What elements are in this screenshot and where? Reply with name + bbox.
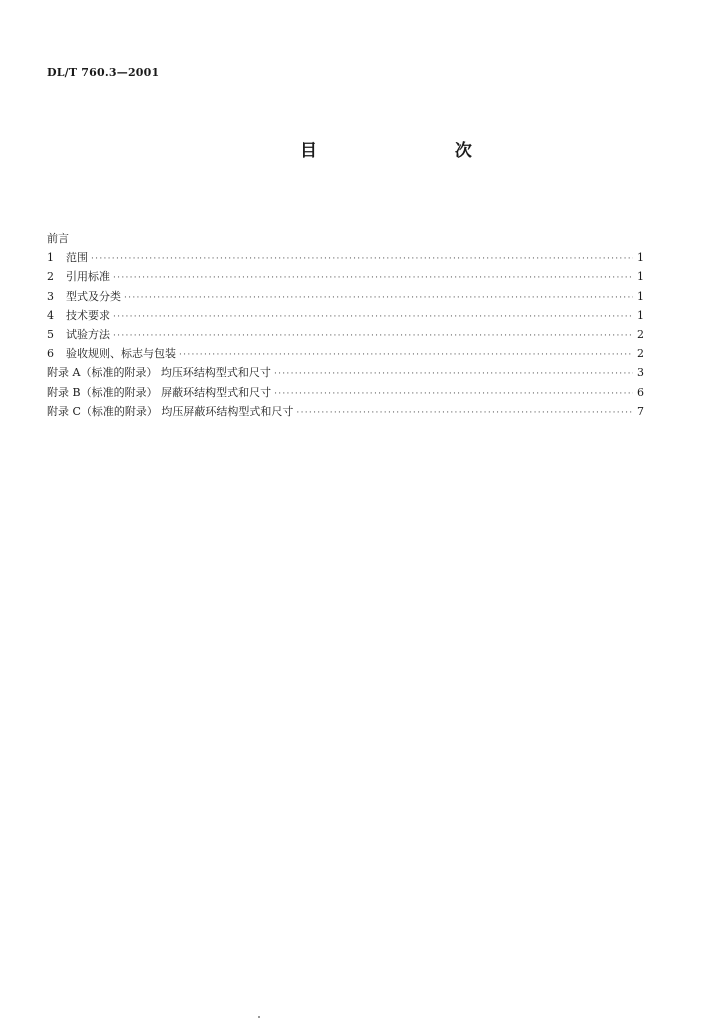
document-code: DL/T 760.3—2001 bbox=[47, 66, 160, 79]
toc-entry-page: 2 bbox=[637, 327, 644, 341]
toc-entry-text: 验收规则、标志与包装 bbox=[66, 347, 176, 361]
toc-entry-number: 6 bbox=[47, 347, 54, 361]
toc-leader-dots bbox=[296, 404, 633, 423]
toc-entry-page: 6 bbox=[637, 385, 644, 399]
toc-entry-types-classification[interactable] bbox=[47, 287, 644, 306]
toc-leader-dots bbox=[124, 289, 633, 308]
table-of-contents bbox=[47, 229, 644, 421]
toc-entry-page: 2 bbox=[637, 347, 644, 361]
scan-speck bbox=[258, 1016, 260, 1018]
toc-title: 目 次 bbox=[300, 141, 538, 161]
toc-entry-page: 1 bbox=[637, 270, 644, 284]
toc-entry-number: 3 bbox=[47, 289, 54, 303]
toc-entry-number: 1 bbox=[47, 251, 54, 265]
toc-entry-page: 1 bbox=[637, 289, 644, 303]
toc-entry-page: 1 bbox=[637, 308, 644, 322]
toc-leader-dots bbox=[274, 385, 633, 404]
toc-entry-appendix-b[interactable] bbox=[47, 383, 644, 402]
toc-leader-dots bbox=[274, 365, 633, 384]
toc-entry-appendix-a[interactable] bbox=[47, 363, 644, 382]
toc-entry-number: 2 bbox=[47, 270, 54, 284]
toc-entry-text: 附录 A（标准的附录） 均压环结构型式和尺寸 bbox=[47, 366, 271, 380]
toc-entry-text: 附录 B（标准的附录） 屏蔽环结构型式和尺寸 bbox=[47, 385, 272, 399]
toc-leader-dots bbox=[113, 327, 633, 346]
toc-entry-appendix-c[interactable] bbox=[47, 402, 644, 421]
toc-entry-number: 5 bbox=[47, 327, 54, 341]
toc-leader-dots bbox=[91, 250, 633, 269]
toc-entry-text: 引用标准 bbox=[66, 270, 110, 284]
toc-entry-test-methods[interactable] bbox=[47, 325, 644, 344]
toc-entry-text: 型式及分类 bbox=[66, 289, 121, 303]
toc-leader-dots bbox=[113, 308, 633, 327]
toc-entry-acceptance-marking-packaging[interactable] bbox=[47, 344, 644, 363]
toc-entry-text: 附录 C（标准的附录） 均压屏蔽环结构型式和尺寸 bbox=[47, 404, 294, 418]
toc-entry-text: 范围 bbox=[66, 251, 88, 265]
toc-entry-page: 7 bbox=[637, 404, 644, 418]
toc-heading-foreword[interactable]: 前言 bbox=[47, 232, 69, 245]
toc-entry-technical-requirements[interactable] bbox=[47, 306, 644, 325]
toc-entry-page: 3 bbox=[637, 366, 644, 380]
toc-entry-text: 试验方法 bbox=[66, 327, 110, 341]
toc-entry-page: 1 bbox=[637, 251, 644, 265]
toc-entry-number: 4 bbox=[47, 308, 54, 322]
toc-entry-scope[interactable] bbox=[47, 248, 644, 267]
toc-entry-text: 技术要求 bbox=[66, 308, 110, 322]
toc-entry-normative-references[interactable] bbox=[47, 267, 644, 286]
toc-leader-dots bbox=[113, 269, 633, 288]
